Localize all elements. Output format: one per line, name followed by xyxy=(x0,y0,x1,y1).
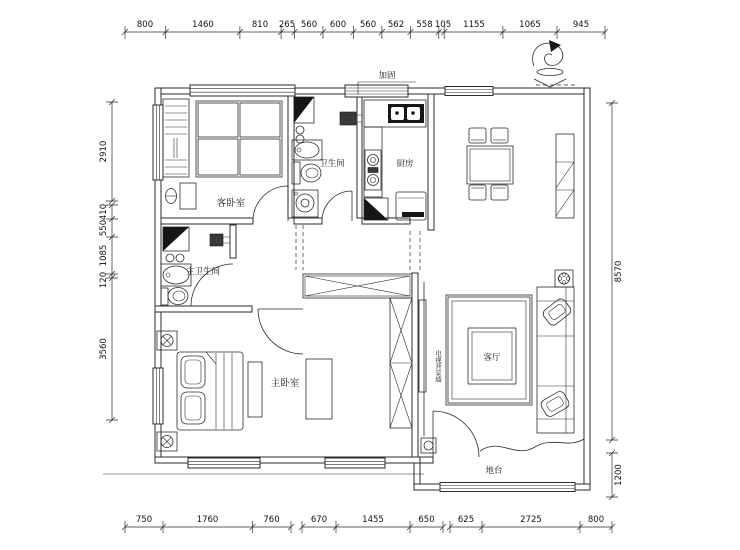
floor-fixture xyxy=(421,438,436,453)
dim-label: 760 xyxy=(263,515,280,525)
dim-label: 3560 xyxy=(99,338,109,360)
dim-label: 625 xyxy=(457,515,475,525)
label-bathroom: 卫生间 xyxy=(319,159,345,169)
dim-label: 2910 xyxy=(99,140,109,163)
door-balcony xyxy=(433,411,479,457)
accessory xyxy=(176,254,184,262)
double-sink xyxy=(388,104,424,123)
carpet xyxy=(446,295,532,405)
washing-machine xyxy=(292,190,318,217)
wall-cabinet xyxy=(556,134,574,218)
dining-chairs xyxy=(469,128,508,200)
dim-label: 1760 xyxy=(196,515,219,525)
dim-label: 650 xyxy=(418,515,435,525)
dim-label: 105 xyxy=(434,20,452,30)
stove xyxy=(365,150,381,190)
fridge xyxy=(396,192,426,220)
window-left-master-bedroom xyxy=(153,368,163,424)
dimension-right xyxy=(606,100,624,500)
dim-label: 560 xyxy=(300,20,318,30)
desk xyxy=(180,183,196,209)
room-living xyxy=(419,270,574,436)
dim-label: 265 xyxy=(278,20,296,30)
door-guest-bedroom xyxy=(253,186,288,221)
double-bed xyxy=(177,352,243,430)
label-tv-wall: 电视背景墙 xyxy=(434,349,442,383)
dim-label: 810 xyxy=(251,20,269,30)
dresser xyxy=(306,359,332,419)
window-top-guest xyxy=(190,85,295,96)
sofa xyxy=(537,287,574,433)
dim-label: 1065 xyxy=(519,20,541,30)
dim-label: 945 xyxy=(572,20,590,30)
room-kitchen xyxy=(364,100,426,220)
window-platform xyxy=(440,483,575,492)
dim-label: 1155 xyxy=(463,20,485,30)
dim-label: 1085 xyxy=(99,244,109,267)
accessory xyxy=(296,135,304,143)
curtain-line xyxy=(480,439,584,451)
bed-bench xyxy=(248,362,262,417)
wardrobe xyxy=(163,99,189,177)
dim-label: 1200 xyxy=(614,464,624,486)
dim-label: 562 xyxy=(387,20,405,30)
label-guest-bedroom: 客卧室 xyxy=(216,198,246,209)
dim-label: 670 xyxy=(310,515,328,525)
window-left-guest xyxy=(153,105,163,180)
dim-label: 558 xyxy=(416,20,433,30)
label-kitchen: 厨房 xyxy=(396,159,414,169)
platform-area xyxy=(421,438,584,476)
dim-label: 800 xyxy=(587,515,605,525)
window-top-kitchen-reinforced xyxy=(345,85,408,97)
toilet xyxy=(292,162,321,184)
dim-label: 1460 xyxy=(192,20,214,30)
dim-label: 120 xyxy=(99,271,109,289)
dim-label: 1455 xyxy=(362,515,384,525)
window-bottom-2 xyxy=(325,458,385,468)
room-bathroom xyxy=(292,97,362,217)
dim-label: 750 xyxy=(135,515,153,525)
room-guest-bedroom xyxy=(163,99,282,209)
dim-label: 2725 xyxy=(520,515,542,525)
window-bottom-1 xyxy=(188,458,260,468)
toilet xyxy=(161,288,188,306)
room-master-bedroom xyxy=(157,331,332,451)
dim-label: 550 xyxy=(99,219,109,237)
tatami-bed xyxy=(196,101,282,177)
accessory xyxy=(166,254,174,262)
dimension-bottom xyxy=(122,515,615,533)
dining-table xyxy=(467,146,513,184)
sink xyxy=(292,140,322,160)
dim-label: 800 xyxy=(136,20,154,30)
hall-wardrobe xyxy=(303,274,412,428)
label-master-bathroom: 主卫生间 xyxy=(185,267,221,277)
dim-label: 600 xyxy=(329,20,347,30)
label-master-bedroom: 主卧室 xyxy=(270,378,300,389)
dining-area xyxy=(467,128,574,218)
dimension-top xyxy=(122,20,608,39)
duct-shaft xyxy=(364,198,388,220)
walls xyxy=(103,88,590,490)
label-platform: 地台 xyxy=(485,466,503,476)
label-living-room: 客厅 xyxy=(483,353,501,363)
door-master-bedroom xyxy=(258,309,303,354)
counter-side xyxy=(364,127,382,197)
dim-label: 560 xyxy=(359,20,377,30)
door-bathroom xyxy=(322,191,352,221)
dim-label: 410 xyxy=(99,203,109,221)
duct-shaft xyxy=(163,227,189,251)
accessory xyxy=(296,126,304,134)
label-reinforce: 加固 xyxy=(378,71,396,81)
dimension-left xyxy=(99,99,118,423)
stool xyxy=(166,189,177,204)
north-arrow-icon xyxy=(533,40,566,87)
dim-label: 8570 xyxy=(614,260,624,283)
beam-dashed-lines xyxy=(296,225,420,270)
plant xyxy=(555,270,573,287)
water-heater xyxy=(210,234,230,246)
tv-unit xyxy=(419,282,426,436)
duct-shaft xyxy=(294,97,314,123)
